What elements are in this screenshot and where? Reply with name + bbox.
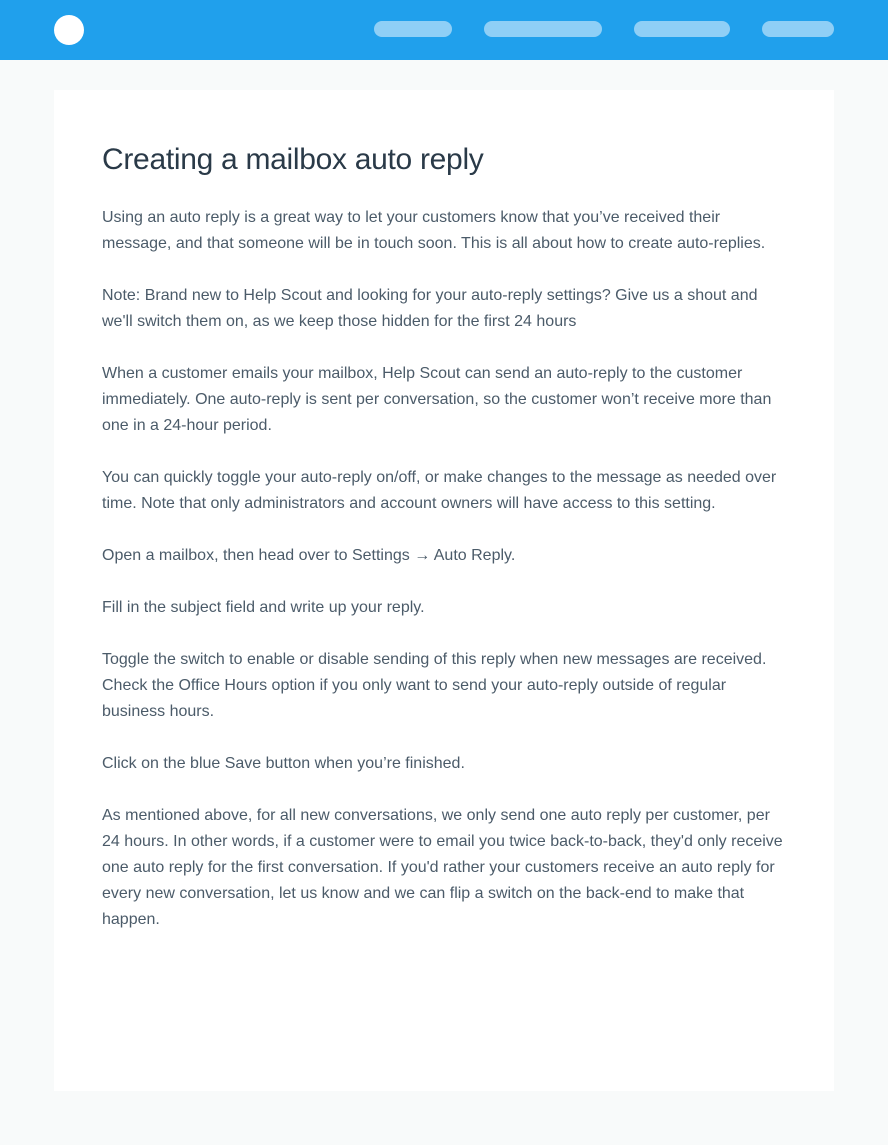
article-paragraph: When a customer emails your mailbox, Help Scout can send an auto-reply to the customer immediately. One auto-reply is sent per conversation, so the customer won’t receive more than one in a 24-hour period.: [102, 365, 772, 434]
article-paragraph: Fill in the subject field and write up your reply.: [102, 599, 425, 616]
nav-link-placeholder-1[interactable]: [374, 21, 452, 37]
article-paragraph: Toggle the switch to enable or disable sending of this reply when new messages are received. Check the Office Hours option if you only want to send your auto-reply outside of regular business hours.: [102, 651, 767, 720]
nav-link-placeholder-4[interactable]: [762, 21, 834, 37]
logo-circle[interactable]: [54, 15, 84, 45]
article-card: [54, 90, 834, 1091]
top-nav-bar: [0, 0, 888, 60]
nav-link-placeholder-2[interactable]: [484, 21, 602, 37]
article-paragraph: Using an auto reply is a great way to let your customers know that you’ve received their message, and that someone will be in touch soon. This is all about how to create auto-replies.: [102, 209, 766, 252]
nav-link-placeholder-3[interactable]: [634, 21, 730, 37]
article-title: Creating a mailbox auto reply: [102, 143, 484, 176]
article-paragraph: As mentioned above, for all new conversations, we only send one auto reply per customer, per 24 hours. In other words, if a customer were to email you twice back-to-back, they'd only receive one auto reply for the first conversation. If you'd rather your customers receive an auto reply for every new conversation, let us know and we can flip a switch on the back-end to make that happen.: [102, 807, 783, 928]
article-paragraph: Click on the blue Save button when you’re finished.: [102, 755, 465, 772]
article-paragraph: You can quickly toggle your auto-reply on/off, or make changes to the message as needed over time. Note that only administrators and account owners will have access to this setting.: [102, 469, 777, 512]
article-paragraph: Note: Brand new to Help Scout and looking for your auto-reply settings? Give us a shout and we'll switch them on, as we keep those hidden for the first 24 hours: [102, 287, 758, 330]
article-body: [102, 205, 792, 959]
article-paragraph: Open a mailbox, then head over to Settings → Auto Reply.: [102, 547, 516, 564]
